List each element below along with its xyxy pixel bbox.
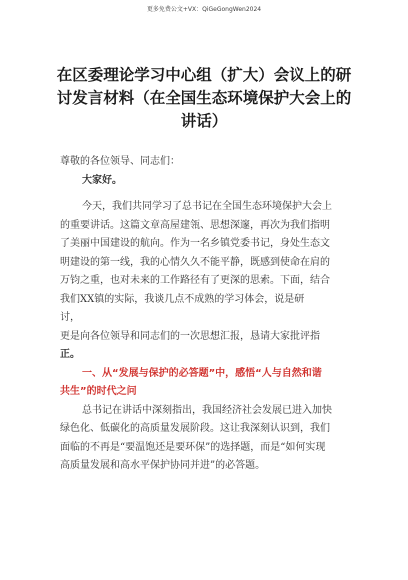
- section-heading-1: [60, 365, 354, 402]
- salutation: 尊敬的各位领导、同志们：: [60, 156, 180, 167]
- text-line: 了美丽中国建设的航向。作为一名乡镇党委书记，身处生态文: [60, 238, 330, 249]
- text-line: 明建设的第一线，我的心情久久不能平静，既感到使命在肩的: [60, 256, 330, 268]
- text-line: 高质量发展和高水平保护协同并进”的必答题。: [60, 460, 266, 471]
- text-line: 今天，我们共同学习了总书记在全国生态环境保护大会上: [82, 201, 332, 212]
- greeting: 大家好。: [82, 174, 122, 186]
- heading-line: 一、从“发展与保护的必答题”中，感悟“人与自然和谐: [82, 367, 322, 379]
- paragraph-2: [60, 402, 354, 476]
- heading-line: 共生”的时代之问: [60, 386, 137, 397]
- text-line: 我们XX镇的实际，我谈几点不成熟的学习体会，说是研: [60, 293, 305, 305]
- text-line: 绿色化、低碳化的高质量发展阶段。这让我深刻认识到，我们: [60, 423, 330, 434]
- document-title: [36, 64, 372, 133]
- text-line: 讨，: [60, 312, 80, 323]
- text-line: 总书记在讲话中深刻指出，我国经济社会发展已进入加快: [82, 404, 332, 416]
- paragraph-1: [60, 198, 354, 365]
- title-line: 在区委理论学习中心组（扩大）会议上的研: [56, 66, 352, 84]
- title-line: 讨发言材料（在全国生态环境保护大会上的: [56, 89, 352, 107]
- text-line: 更是向各位领导和同志们的一次思想汇报，恳请大家批评指: [60, 330, 320, 342]
- text-line: 的重要讲话。这篇文章高屋建瓴、思想深邃，再次为我们指明: [60, 219, 330, 231]
- document-body: [60, 153, 354, 476]
- text-line: 万钧之重，也对未来的工作路径有了更深的思索。下面，结合: [60, 275, 330, 286]
- text-line: 正。: [60, 349, 80, 360]
- header-note: 更多免费公文+VX：QiGeGongWen2024: [146, 6, 262, 13]
- title-line: 讲话）: [180, 112, 228, 130]
- text-line: 面临的不再是“要温饱还是要环保”的选择题，而是“如何实现: [60, 441, 326, 453]
